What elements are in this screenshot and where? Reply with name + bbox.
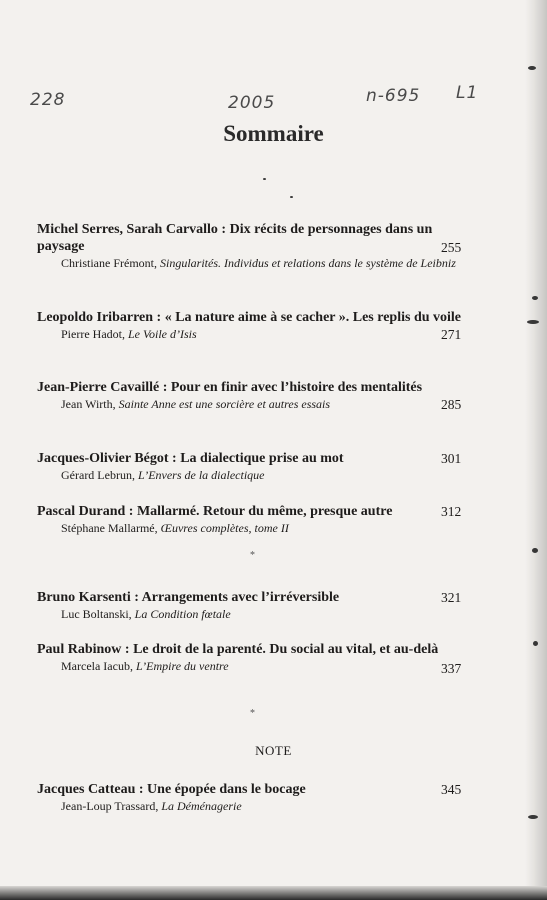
page-right-shadow xyxy=(525,0,547,900)
entry-heading: Jacques-Olivier Bégot : La dialectique prise au mot xyxy=(37,451,344,466)
entry-page-number: 337 xyxy=(441,661,462,676)
entry-heading: Jean-Pierre Cavaillé : Pour en finir avec l’histoire des mentalités xyxy=(37,380,423,395)
reviewed-title: Sainte Anne est une sorcière et autres essais xyxy=(118,397,331,411)
reviewed-title: Œuvres complètes, tome II xyxy=(160,521,289,535)
reviewed-title: Le Voile d’Isis xyxy=(127,327,197,341)
entry-heading: Paul Rabinow : Le droit de la parenté. Du social au vital, et au-delà xyxy=(37,642,439,657)
scan-speck xyxy=(263,178,266,180)
entry-reviewed-work xyxy=(37,798,467,815)
toc-entry xyxy=(37,221,467,272)
toc-entry xyxy=(37,641,467,675)
entry-heading: Bruno Karsenti : Arrangements avec l’irréversible xyxy=(37,590,340,605)
note-heading: NOTE xyxy=(255,743,292,758)
entry-reviewed-work xyxy=(37,326,467,343)
entry-reviewed-work xyxy=(37,396,467,413)
toc-entry xyxy=(37,379,467,413)
entry-reviewed-work xyxy=(37,255,467,272)
reviewed-title: Singularités. Individus et relations dans le système de Leibniz xyxy=(160,256,456,270)
entry-page-number: 271 xyxy=(441,327,462,342)
reviewed-title: La Déménagerie xyxy=(161,799,242,813)
entry-page-number: 301 xyxy=(441,451,462,466)
toc-entry xyxy=(37,781,467,815)
toc-entry xyxy=(37,309,467,343)
entry-heading: Leopoldo Iribarren : « La nature aime à se cacher ». Les replis du voile xyxy=(37,310,462,325)
reviewed-author: Luc Boltanski, xyxy=(61,607,132,621)
handwritten-reference: n-695 xyxy=(366,86,421,106)
entry-page-number: 321 xyxy=(441,590,462,605)
scan-speck xyxy=(290,196,293,198)
reviewed-title: L’Envers de la dialectique xyxy=(137,468,265,482)
reviewed-title: L’Empire du ventre xyxy=(135,659,229,673)
entry-page-number: 285 xyxy=(441,397,462,412)
reviewed-author: Gérard Lebrun, xyxy=(61,468,135,482)
entry-page-number: 345 xyxy=(441,782,462,797)
handwritten-year: 2005 xyxy=(228,93,276,113)
reviewed-author: Pierre Hadot, xyxy=(61,327,125,341)
entry-page-number: 312 xyxy=(441,504,462,519)
toc-entry xyxy=(37,503,437,537)
entry-reviewed-work xyxy=(37,520,437,537)
page-title: Sommaire xyxy=(223,121,324,146)
handwritten-number: 228 xyxy=(30,90,66,110)
entry-page-number: 255 xyxy=(441,240,462,255)
page-bottom-edge xyxy=(0,886,547,900)
section-separator: * xyxy=(250,550,255,561)
section-separator: * xyxy=(250,708,255,719)
reviewed-title: La Condition fœtale xyxy=(134,607,231,621)
entry-reviewed-work xyxy=(37,658,467,675)
reviewed-author: Marcela Iacub, xyxy=(61,659,133,673)
reviewed-author: Jean Wirth, xyxy=(61,397,116,411)
entry-heading: Jacques Catteau : Une épopée dans le bocage xyxy=(37,782,306,797)
reviewed-author: Stéphane Mallarmé, xyxy=(61,521,158,535)
entry-reviewed-work xyxy=(37,467,467,484)
reviewed-author: Christiane Frémont, xyxy=(61,256,157,270)
reviewed-author: Jean-Loup Trassard, xyxy=(61,799,159,813)
entry-heading: Pascal Durand : Mallarmé. Retour du même, presque autre xyxy=(37,504,393,519)
toc-entry xyxy=(37,450,467,484)
entry-heading: Michel Serres, Sarah Carvallo : Dix récits de personnages dans un paysage xyxy=(37,222,433,254)
entry-reviewed-work xyxy=(37,606,467,623)
handwritten-mark: L1 xyxy=(456,83,479,103)
toc-entry xyxy=(37,589,467,623)
